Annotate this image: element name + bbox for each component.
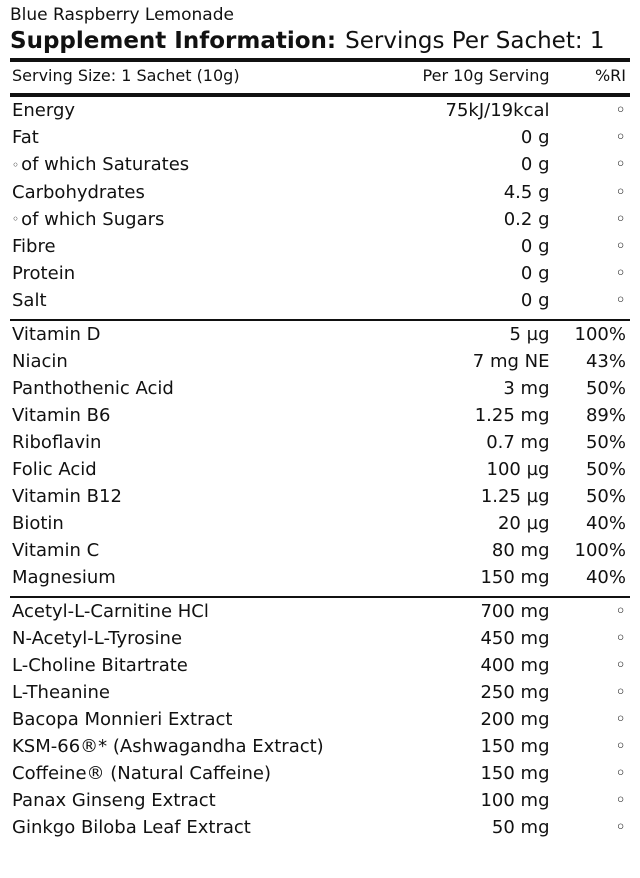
row-amount: 150 mg xyxy=(480,736,550,757)
row-amount: 80 mg xyxy=(491,540,550,561)
row-label: Energy xyxy=(12,100,76,121)
row-ri: ◦ xyxy=(615,601,626,622)
table-row xyxy=(8,483,632,510)
row-label: Carbohydrates xyxy=(12,181,145,203)
row-label: Magnesium xyxy=(12,567,116,588)
row-label: of which Saturates xyxy=(21,154,190,175)
row-ri: ◦ xyxy=(615,790,626,811)
row-ri: ◦ xyxy=(615,181,626,203)
active-ingredients-section xyxy=(8,598,632,841)
row-amount: 0 g xyxy=(520,154,550,175)
row-label: Niacin xyxy=(12,351,68,372)
row-amount: 7 mg NE xyxy=(472,351,550,372)
row-amount: 0.2 g xyxy=(503,208,550,230)
row-amount: 100 mg xyxy=(480,790,550,811)
vitamins-minerals-section xyxy=(8,321,632,591)
sub-bullet-icon: ◦ xyxy=(12,157,20,172)
row-ri: ◦ xyxy=(615,682,626,703)
row-ri: 100% xyxy=(574,324,626,345)
table-row xyxy=(8,706,632,733)
supplement-table xyxy=(8,62,632,91)
row-ri: ◦ xyxy=(615,763,626,784)
table-row xyxy=(8,679,632,706)
row-amount: 1.25 µg xyxy=(480,486,550,507)
row-amount: 3 mg xyxy=(503,378,550,399)
table-row xyxy=(8,598,632,625)
table-row xyxy=(8,564,632,591)
table-row xyxy=(8,429,632,456)
table-row xyxy=(8,537,632,564)
row-ri: ◦ xyxy=(615,100,626,121)
table-header-row-group xyxy=(8,62,632,91)
row-amount: 1.25 mg xyxy=(474,405,550,426)
table-row xyxy=(8,456,632,483)
row-ri: 50% xyxy=(585,486,626,507)
table-row xyxy=(8,179,632,206)
row-label: Vitamin B6 xyxy=(12,405,111,426)
row-label: Panthothenic Acid xyxy=(12,378,174,399)
table-row xyxy=(8,652,632,679)
row-ri: 40% xyxy=(585,567,626,588)
table-row xyxy=(8,260,632,287)
row-amount: 0 g xyxy=(520,236,550,257)
row-amount: 250 mg xyxy=(480,682,550,703)
row-label: L-Theanine xyxy=(12,682,110,703)
row-amount: 100 µg xyxy=(486,459,550,480)
row-label: Coffeine® (Natural Caffeine) xyxy=(12,763,271,784)
row-ri: 50% xyxy=(585,459,626,480)
row-ri: 40% xyxy=(585,513,626,534)
row-label: N-Acetyl-L-Tyrosine xyxy=(12,628,183,649)
table-row xyxy=(8,206,632,234)
nutrition-section xyxy=(8,97,632,314)
row-label: Panax Ginseng Extract xyxy=(12,790,216,811)
row-amount: 450 mg xyxy=(480,628,550,649)
table-row xyxy=(8,402,632,429)
table-row xyxy=(8,348,632,375)
row-ri: ◦ xyxy=(615,263,626,284)
table-row xyxy=(8,124,632,151)
row-ri: ◦ xyxy=(615,127,626,148)
row-label: Biotin xyxy=(12,513,64,534)
row-amount: 150 mg xyxy=(480,567,550,588)
table-row xyxy=(8,287,632,314)
row-ri: ◦ xyxy=(615,628,626,649)
row-ri: ◦ xyxy=(615,655,626,676)
actives-section-table xyxy=(8,598,632,841)
row-label: Fat xyxy=(12,127,39,148)
row-amount: 0 g xyxy=(520,127,550,148)
row-ri: ◦ xyxy=(615,709,626,730)
row-amount: 700 mg xyxy=(480,601,550,622)
row-label: Fibre xyxy=(12,236,56,257)
serving-size-label: Serving Size: 1 Sachet (10g) xyxy=(12,66,240,85)
vitamins-section-table xyxy=(8,321,632,591)
row-ri: 50% xyxy=(585,378,626,399)
row-ri: ◦ xyxy=(615,154,626,175)
row-ri: 50% xyxy=(585,432,626,453)
table-row xyxy=(8,151,632,179)
table-row xyxy=(8,733,632,760)
table-row xyxy=(8,321,632,348)
table-row xyxy=(8,625,632,652)
row-ri: 43% xyxy=(585,351,626,372)
row-amount: 4.5 g xyxy=(503,181,550,203)
row-ri: ◦ xyxy=(615,736,626,757)
row-amount: 0 g xyxy=(520,290,550,311)
row-amount: 200 mg xyxy=(480,709,550,730)
row-ri: 89% xyxy=(585,405,626,426)
table-row xyxy=(8,510,632,537)
row-ri: ◦ xyxy=(615,817,626,838)
table-header-row xyxy=(8,62,632,91)
row-label: KSM-66®* (Ashwagandha Extract) xyxy=(12,736,324,757)
row-amount: 150 mg xyxy=(480,763,550,784)
product-name: Blue Raspberry Lemonade xyxy=(10,5,234,25)
table-row xyxy=(8,97,632,124)
row-label: Vitamin C xyxy=(12,540,100,561)
row-ri: 100% xyxy=(574,540,626,561)
row-amount: 75kJ/19kcal xyxy=(445,100,550,121)
supplement-information-label: Supplement Information: xyxy=(10,28,337,54)
table-row xyxy=(8,375,632,402)
sub-bullet-icon: ◦ xyxy=(12,212,20,226)
row-label: Bacopa Monnieri Extract xyxy=(12,709,233,730)
servings-per-sachet-label: Servings Per Sachet: 1 xyxy=(345,28,605,54)
row-amount: 50 mg xyxy=(491,817,550,838)
table-row xyxy=(8,760,632,787)
table-row xyxy=(8,787,632,814)
table-row xyxy=(8,814,632,841)
row-ri: ◦ xyxy=(615,236,626,257)
nutrition-section-table xyxy=(8,97,632,314)
row-ri: ◦ xyxy=(615,208,626,230)
row-amount: 0.7 mg xyxy=(486,432,550,453)
row-label: Protein xyxy=(12,263,76,284)
row-amount: 20 µg xyxy=(497,513,550,534)
row-label: Folic Acid xyxy=(12,459,97,480)
row-amount: 5 µg xyxy=(509,324,550,345)
row-label: L-Choline Bitartrate xyxy=(12,655,188,676)
row-ri: ◦ xyxy=(615,290,626,311)
row-label: Vitamin B12 xyxy=(12,486,122,507)
row-amount: 0 g xyxy=(520,263,550,284)
row-label: Acetyl-L-Carnitine HCl xyxy=(12,601,209,622)
row-label: of which Sugars xyxy=(21,208,165,230)
row-label: Ginkgo Biloba Leaf Extract xyxy=(12,817,251,838)
amount-column-header: Per 10g Serving xyxy=(422,66,550,85)
row-label: Vitamin D xyxy=(12,324,101,345)
table-row xyxy=(8,233,632,260)
row-label: Salt xyxy=(12,290,47,311)
ri-column-header: %RI xyxy=(594,66,626,85)
row-label: Riboflavin xyxy=(12,432,102,453)
supplement-information-heading xyxy=(10,28,632,55)
row-amount: 400 mg xyxy=(480,655,550,676)
